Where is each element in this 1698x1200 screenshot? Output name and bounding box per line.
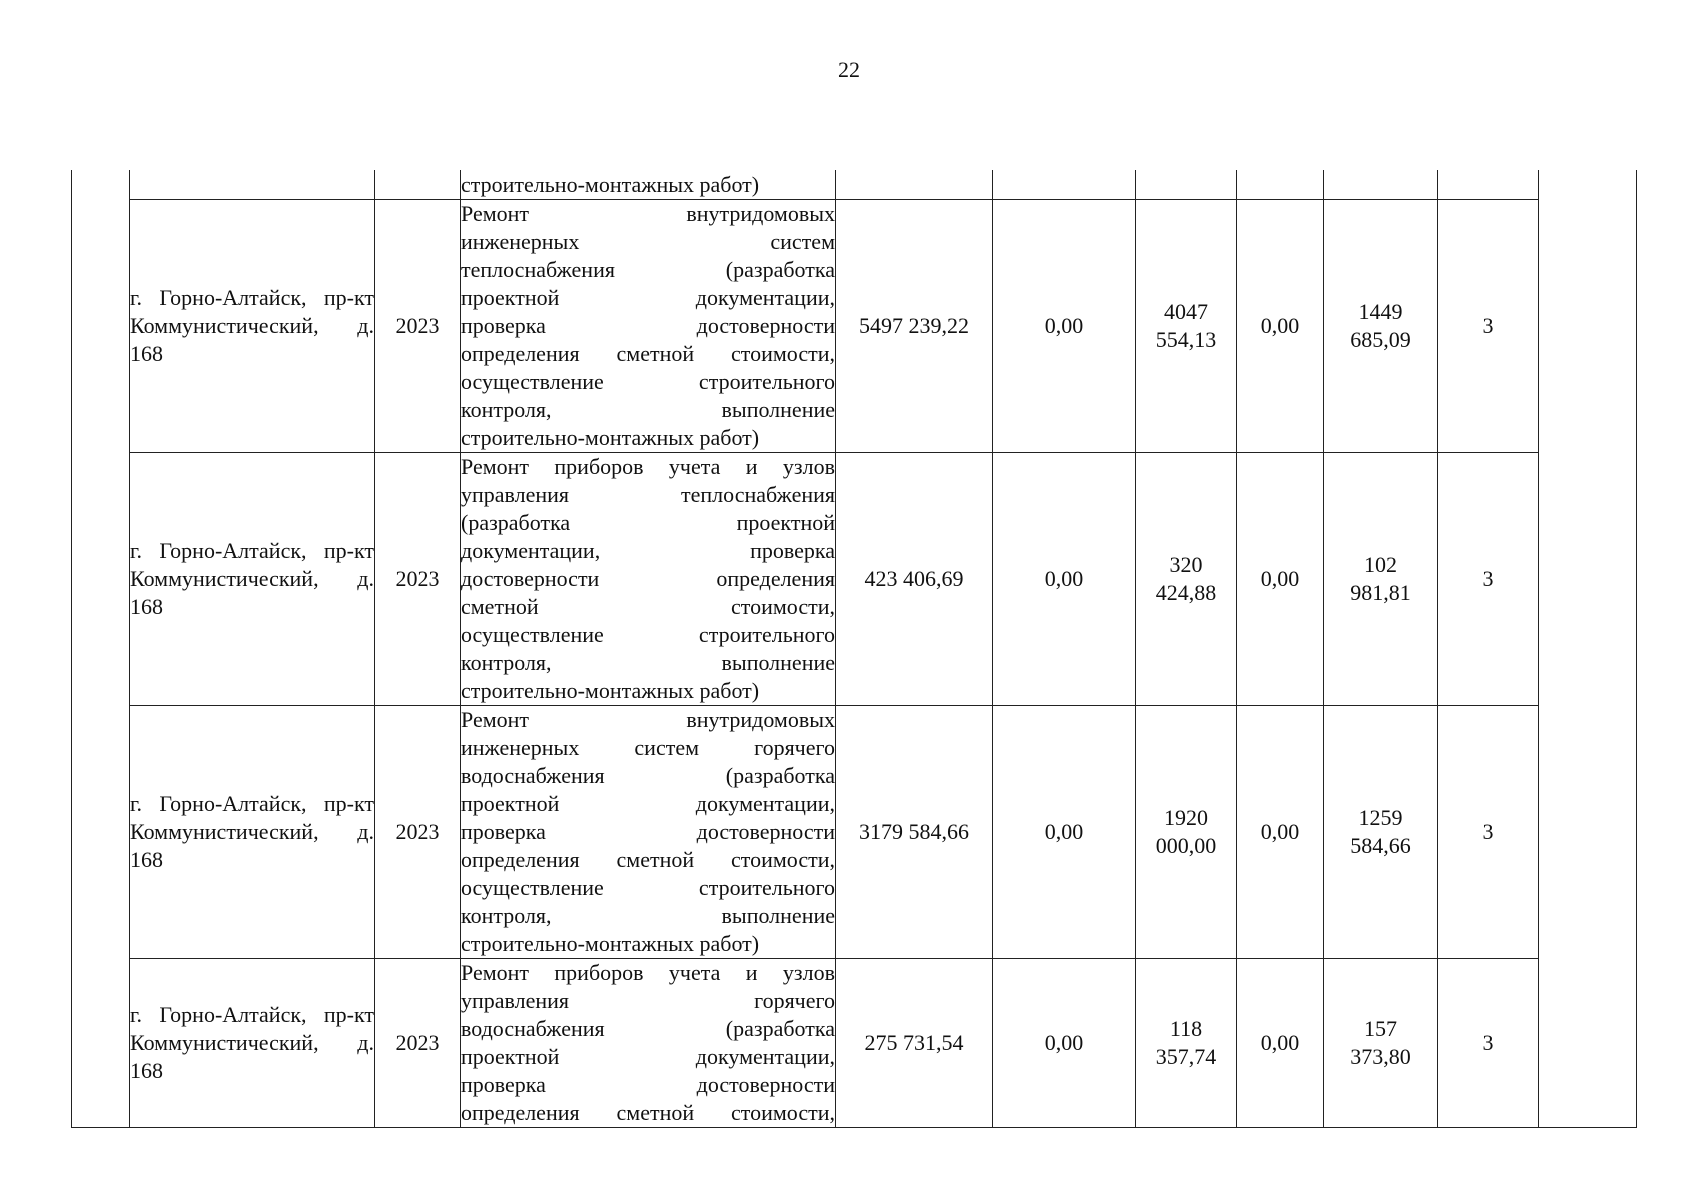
description-line: контроля, выполнение <box>461 649 835 675</box>
description-line: Ремонт внутридомовых <box>461 200 835 226</box>
amount-cell <box>1324 170 1438 199</box>
description-cell <box>461 199 836 452</box>
description-line: строительно-монтажных работ) <box>461 424 760 450</box>
description-line: теплоснабжения (разработка <box>461 256 835 282</box>
amount-cell <box>1324 452 1438 705</box>
description-cell <box>461 705 836 958</box>
amount-cell <box>1324 958 1438 1127</box>
count-cell: 3 <box>1438 199 1539 452</box>
address-cell: г. Горно-Алтайск, пр-кт Коммунистический, д. 168 <box>130 199 375 452</box>
amount-line: 102 <box>1364 551 1397 577</box>
amount-line: 1449 <box>1358 298 1403 324</box>
description-line: инженерных систем горячего <box>461 734 835 760</box>
amount-cell: 0,00 <box>1237 199 1324 452</box>
total-cell <box>836 170 993 199</box>
amount-line: 373,80 <box>1350 1043 1411 1069</box>
description-line: инженерных систем <box>461 228 835 254</box>
amount-line: 357,74 <box>1155 1043 1217 1069</box>
amount-cell <box>1136 958 1237 1127</box>
description-line: осуществление строительного <box>461 368 835 394</box>
page-number: 22 <box>838 57 860 82</box>
address-cell: г. Горно-Алтайск, пр-кт Коммунистический, д. 168 <box>130 958 375 1127</box>
description-line: осуществление строительного <box>461 874 835 900</box>
description-line: строительно-монтажных работ) <box>461 677 760 703</box>
total-cell: 275 731,54 <box>836 958 993 1127</box>
description-line: определения сметной стоимости, <box>461 846 835 872</box>
amount-cell <box>993 170 1136 199</box>
amount-line: 118 <box>1169 1015 1203 1041</box>
description-line: достоверности определения <box>461 565 835 591</box>
description-line: определения сметной стоимости, <box>461 1099 835 1125</box>
year-cell: 2023 <box>375 705 461 958</box>
description-line: осуществление строительного <box>461 621 835 647</box>
description-line: водоснабжения (разработка <box>461 1015 835 1041</box>
description-cell <box>461 170 836 199</box>
count-cell <box>1438 170 1539 199</box>
description-line: проверка достоверности <box>461 312 835 338</box>
description-line: (разработка проектной <box>461 509 835 535</box>
amount-cell: 0,00 <box>993 705 1136 958</box>
amount-line: 424,88 <box>1155 579 1217 605</box>
amount-line: 157 <box>1364 1015 1397 1041</box>
description-line: проверка достоверности <box>461 1071 835 1097</box>
table-row <box>72 705 1637 958</box>
amount-line: 1920 <box>1164 804 1208 830</box>
description-line: проектной документации, <box>461 1043 835 1069</box>
description-line: водоснабжения (разработка <box>461 762 835 788</box>
description-line: контроля, выполнение <box>461 396 835 422</box>
description-line: контроля, выполнение <box>461 902 835 928</box>
description-cell <box>461 452 836 705</box>
amount-cell: 0,00 <box>1237 958 1324 1127</box>
amount-line: 000,00 <box>1155 832 1217 858</box>
address-cell: г. Горно-Алтайск, пр-кт Коммунистический, д. 168 <box>130 452 375 705</box>
table-row-continuation <box>72 170 1637 199</box>
address-cell <box>130 170 375 199</box>
description-line: управления теплоснабжения <box>461 481 835 507</box>
amount-line: 320 <box>1169 551 1203 577</box>
count-cell: 3 <box>1438 958 1539 1127</box>
description-line: определения сметной стоимости, <box>461 340 835 366</box>
description-line: Ремонт внутридомовых <box>461 706 835 732</box>
description-line: проектной документации, <box>461 790 835 816</box>
count-cell: 3 <box>1438 705 1539 958</box>
description-line: строительно-монтажных работ) <box>461 930 760 956</box>
count-cell: 3 <box>1438 452 1539 705</box>
description-line: проектной документации, <box>461 284 835 310</box>
outer-left-column <box>72 170 130 1127</box>
total-cell: 5497 239,22 <box>836 199 993 452</box>
table-row <box>72 958 1637 1127</box>
amount-line: 1259 <box>1358 804 1403 830</box>
table-row <box>72 452 1637 705</box>
total-cell: 3179 584,66 <box>836 705 993 958</box>
amount-line: 685,09 <box>1350 326 1411 352</box>
table-row <box>72 199 1637 452</box>
amount-line: 981,81 <box>1350 579 1411 605</box>
amount-line: 554,13 <box>1155 326 1217 352</box>
total-cell: 423 406,69 <box>836 452 993 705</box>
description-cell <box>461 958 836 1127</box>
year-cell <box>375 170 461 199</box>
description-line: проверка достоверности <box>461 818 835 844</box>
amount-cell <box>1237 170 1324 199</box>
description-line: документации, проверка <box>461 537 835 563</box>
amount-cell <box>1136 199 1237 452</box>
amount-cell <box>1136 705 1237 958</box>
year-cell: 2023 <box>375 452 461 705</box>
amount-cell: 0,00 <box>993 452 1136 705</box>
amount-line: 584,66 <box>1350 832 1411 858</box>
amount-cell <box>1136 452 1237 705</box>
description-line: управления горячего <box>461 987 835 1013</box>
description-line: строительно-монтажных работ) <box>461 171 760 197</box>
year-cell: 2023 <box>375 199 461 452</box>
year-cell: 2023 <box>375 958 461 1127</box>
description-line: Ремонт приборов учета и узлов <box>461 453 835 479</box>
amount-cell <box>1324 199 1438 452</box>
description-line: сметной стоимости, <box>461 593 835 619</box>
amount-line: 4047 <box>1164 298 1208 324</box>
amount-cell: 0,00 <box>993 958 1136 1127</box>
amount-cell: 0,00 <box>1237 452 1324 705</box>
description-line: Ремонт приборов учета и узлов <box>461 959 835 985</box>
address-cell: г. Горно-Алтайск, пр-кт Коммунистический, д. 168 <box>130 705 375 958</box>
amount-cell <box>1136 170 1237 199</box>
amount-cell: 0,00 <box>993 199 1136 452</box>
works-table <box>71 170 1637 1128</box>
amount-cell <box>1324 705 1438 958</box>
amount-cell: 0,00 <box>1237 705 1324 958</box>
outer-right-column <box>1539 170 1637 1127</box>
